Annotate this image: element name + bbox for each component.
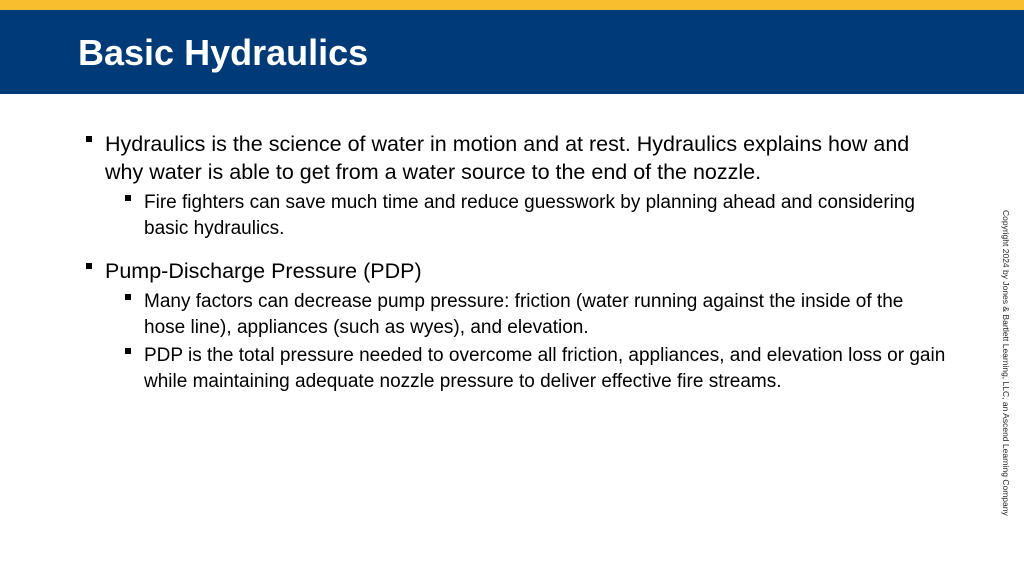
copyright-notice: Copyright 2024 by Jones & Bartlett Learning, LLC, an Ascend Learning Company [1001,210,1011,516]
sub-bullet-text: Fire fighters can save much time and reduce guesswork by planning ahead and considering basic hydraulics. [144,192,916,239]
sub-bullet-pdp-definition [125,343,946,394]
bullet-text: Pump-Discharge Pressure (PDP) [105,259,422,283]
sub-bullet-text: Many factors can decrease pump pressure: friction (water running against the inside of the hose line), appliances (such as wyes), and elevation. [144,291,904,338]
square-bullet-icon [125,348,131,354]
sub-bullet-factors [125,289,946,340]
slide-title: Basic Hydraulics [78,32,369,73]
square-bullet-icon [125,294,131,300]
slide-content [86,130,946,394]
bullet-text: Hydraulics is the science of water in motion and at rest. Hydraulics explains how and why water is able to get from a water source to the end of the nozzle. [105,132,910,184]
top-accent-stripe [0,0,1024,10]
bullet-pdp [86,257,946,285]
sub-bullet-text: PDP is the total pressure needed to overcome all friction, appliances, and elevation loss or gain while maintaining adequate nozzle pressure to deliver effective fire streams. [144,345,946,392]
square-bullet-icon [86,263,92,269]
bullet-hydraulics [86,130,946,186]
sub-bullet-planning [125,190,946,241]
square-bullet-icon [86,136,92,142]
square-bullet-icon [125,195,131,201]
